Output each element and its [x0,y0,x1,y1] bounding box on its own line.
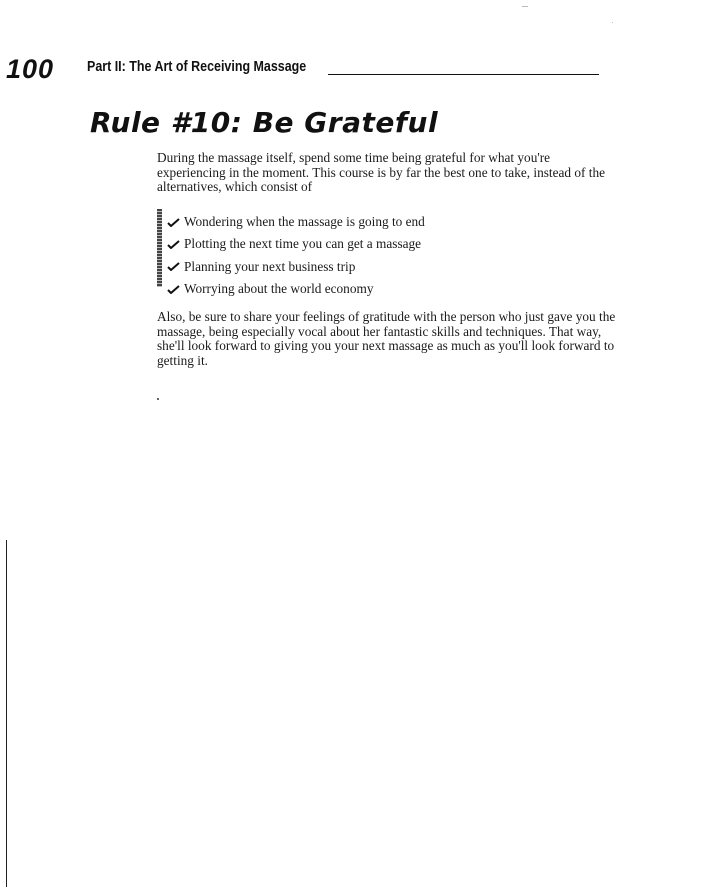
scan-mark [522,6,528,7]
scan-mark [612,22,613,23]
running-head: Part II: The Art of Receiving Massage [87,59,307,75]
list-item [167,256,425,278]
page-number: 100 [6,54,55,84]
check-icon [167,285,180,294]
list-item-text: Worrying about the world economy [184,281,374,297]
section-title: Rule #10: Be Grateful [90,106,439,139]
list-item [167,233,425,255]
list-item-text: Plotting the next time you can get a massage [184,236,422,252]
intro-paragraph: During the massage itself, spend some time being grateful for what you're experiencing in the moment. This course is by far the best one to take, instead of the alternatives, which consist of [157,150,606,194]
check-icon [167,240,180,249]
list-margin-bar [157,209,162,287]
scan-edge-line [6,540,7,887]
check-list [167,211,425,300]
check-icon [167,262,180,271]
list-item [167,278,425,300]
page-header [0,54,706,84]
stray-dot [157,398,159,400]
list-item-text: Planning your next business trip [184,258,356,274]
header-rule [328,74,599,75]
list-item [167,211,425,233]
check-icon [167,218,180,227]
closing-paragraph: Also, be sure to share your feelings of gratitude with the person who just gave you the massage, being especially vocal about her fantastic skills and techniques. That way, she'll look forward to giving you your next massage as much as you'll look forward to getting it. [157,309,616,368]
list-item-text: Wondering when the massage is going to end [184,214,425,230]
